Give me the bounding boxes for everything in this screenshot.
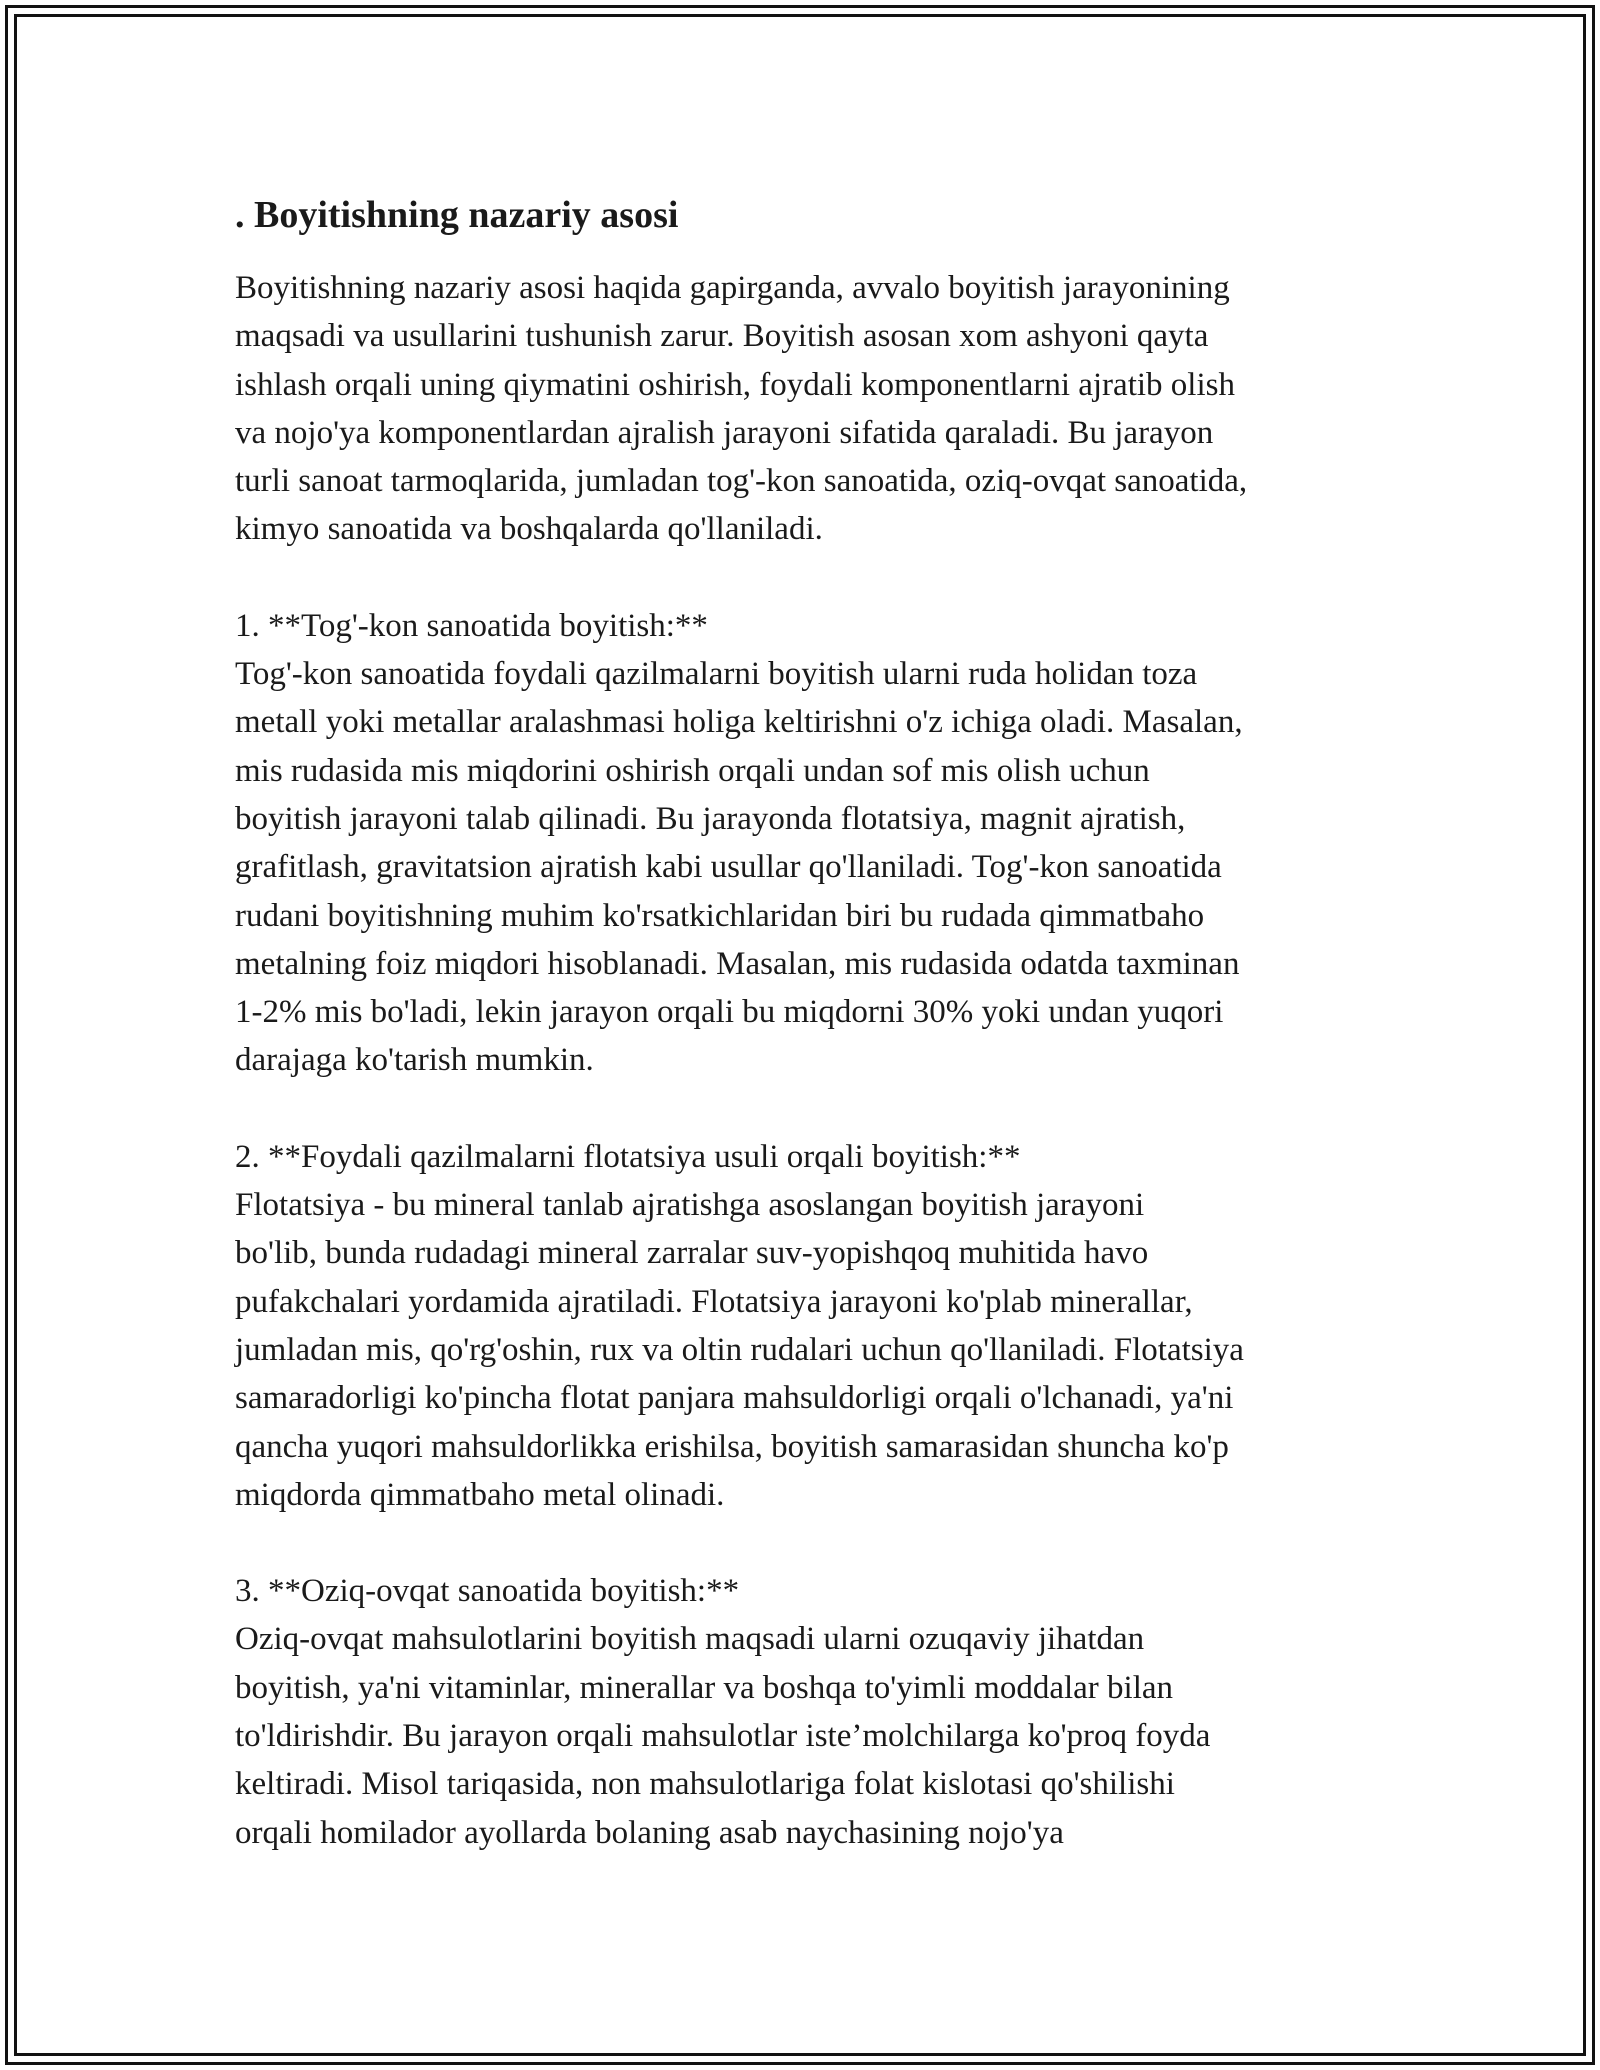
intro-paragraph: Boyitishning nazariy asosi haqida gapirganda, avvalo boyitish jarayonining maqsadi va usullarini tushunish zarur. Boyitish asosan xom ashyoni qayta ishlash orqali uning qiymatini oshirish, foydali komponentlarni ajratib olish va nojo'ya komponentlardan ajralish jarayoni sifatida qaraladi. Bu jarayon turli sanoat tarmoqlarida, jumladan tog'-kon sanoatida, oziq-ovqat sanoatida, kimyo sanoatida va boshqalarda qo'llaniladi.: [235, 270, 1248, 548]
section-heading: 3. **Oziq-ovqat sanoatida boyitish:**: [235, 1573, 740, 1610]
section-body: Tog'-kon sanoatida foydali qazilmalarni boyitish ularni ruda holidan toza metall yoki metallar aralashmasi holiga keltirishni o'z ichiga oladi. Masalan, mis rudasida mis miqdorini oshirish orqali undan sof mis olish uchun boyitish jarayoni talab qilinadi. Bu jarayonda flotatsiya, magnit ajratish, grafitlash, gravitatsion ajratish kabi usullar qo'llaniladi. Tog'-kon sanoatida rudani boyitishning muhim ko'rsatkichlaridan biri bu rudada qimmatbaho metalning foiz miqdori hisoblanadi. Masalan, mis rudasida odatda taxminan 1-2% mis bo'ladi, lekin jarayon orqali bu miqdorni 30% yoki undan yuqori darajaga ko'tarish mumkin.: [235, 656, 1243, 1079]
section-heading: 2. **Foydali qazilmalarni flotatsiya usuli orqali boyitish:**: [235, 1138, 1021, 1175]
section-heading: 1. **Tog'-kon sanoatida boyitish:**: [235, 607, 708, 644]
section-body: Oziq-ovqat mahsulotlarini boyitish maqsadi ularni ozuqaviy jihatdan boyitish, ya'ni vitaminlar, minerallar va boshqa to'yimli moddalar bilan to'ldirishdir. Bu jarayon orqali mahsulotlar iste’molchilarga ko'proq foyda keltiradi. Misol tariqasida, non mahsulotlariga folat kislotasi qo'shilishi orqali homilador ayollarda bolaning asab naychasining nojo'ya: [235, 1621, 1211, 1851]
section-mining: [235, 602, 1395, 1085]
document-title: . Boyitishning nazariy asosi: [235, 194, 679, 236]
section-flotation: [235, 1133, 1395, 1519]
section-body: Flotatsiya - bu mineral tanlab ajratishga asoslangan boyitish jarayoni bo'lib, bunda rudadagi mineral zarralar suv-yopishqoq muhitida havo pufakchalari yordamida ajratiladi. Flotatsiya jarayoni ko'plab minerallar, jumladan mis, qo'rg'oshin, rux va oltin rudalari uchun qo'llaniladi. Flotatsiya samaradorligi ko'pincha flotat panjara mahsuldorligi orqali o'lchanadi, ya'ni qancha yuqori mahsuldorlikka erishilsa, boyitish samarasidan shuncha ko'p miqdorda qimmatbaho metal olinadi.: [235, 1187, 1244, 1513]
document-content: [235, 186, 1395, 1857]
section-food: [235, 1567, 1395, 1857]
